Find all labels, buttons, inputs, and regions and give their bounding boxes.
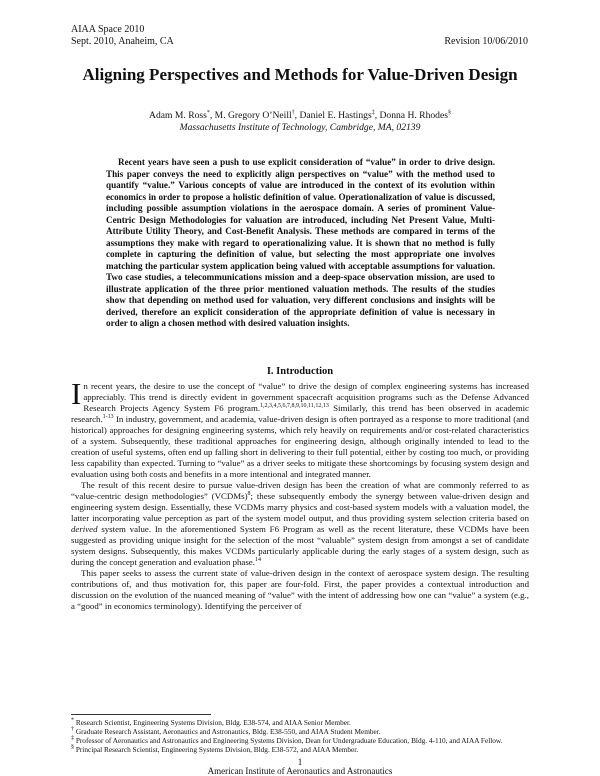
conference-name: AIAA Space 2010: [71, 24, 145, 35]
author-name: Donna H. Rhodes: [379, 110, 448, 121]
footnote-mark: †: [71, 726, 74, 733]
introduction-body: [71, 376, 530, 612]
author-name: Adam M. Ross: [149, 110, 207, 121]
abstract: Recent years have seen a push to use explicit consideration of “value” in order to drive design. This paper conveys the need to explicitly align perspectives on “value” with the method used to quantify “value.” Various concepts of value are introduced in the context of its evolution within economics in order to propose a holistic definition of value. Operationalization of value is discussed, including possible assumption violations in the aerospace domain. A series of prominent Value-Centric Design Methodologies for valuation are introduced, including Net Present Value, Multi-Attribute Utility Theory, and Cost-Benefit Analysis. These methods are compared in terms of the assumptions they make with regard to operationalizing value. It is shown that no method is fully complete in capturing the definition of value, but selecting the most appropriate one involves matching the particular system application being valued with acceptable assumptions for valuation. Two case studies, a telecommunications mission and a deep-space observation mission, are used to illustrate application of the three prior mentioned valuation methods. The results of the studies show that depending on method used for valuation, very different conclusions and insights will be derived, therefore an explicit consideration of the appropriate definition of value is necessary in order to align a chosen method with desired valuation insights.: [106, 157, 495, 328]
paragraph: This paper seeks to assess the current state of value-driven design in the context of aerospace system design. The resulting contributions of, and thus motivation for, this paper are four-fold. First, the paper provides a contextual introduction and discussion on the evolution of the nuanced meaning of “value” with the intent of addressing how one can “value” a system (e.g., a “good” in economics terminology). Identifying the perceiver of: [71, 568, 529, 611]
footnote-mark: *: [71, 717, 74, 724]
citation: 1,2,3,4,5,6,7,8,9,10,11,12,13: [260, 403, 329, 410]
footnotes: [71, 718, 529, 754]
text-run: The result of this recent desire to pursue value-driven design has been the creation of what are commonly referred to as “value-centric design methodologies” (VCDMs): [71, 480, 529, 501]
text-run: Similarly, this trend has been observed in academic research.: [71, 403, 529, 424]
footnote-mark: *: [206, 109, 210, 116]
text-run: n recent years, the desire to use the concept of “value” to drive the design of complex engineering systems has increased appreciably. This trend is directly evident in government spacecraft acquisition programs such as the Defense Advanced Research Projects Agency System F6 program.: [83, 381, 529, 413]
text-run: system value. In the aforementioned System F6 Program as well as the recent literature, these VCDMs have been suggested as providing unique insight for the selection of the most “valuable” system design from amongst a set of candidate system designs. Subsequently, this makes VCDMs particularly applicable during the early stages of a system design, such as during the concept generation and evaluation phase.: [71, 524, 529, 567]
footnote-mark: §: [71, 744, 74, 751]
footnote: [71, 745, 529, 754]
drop-cap: I: [71, 376, 82, 411]
author-name: Daniel E. Hastings: [299, 110, 372, 121]
footer-organization: American Institute of Aeronautics and Astronautics: [207, 766, 393, 776]
citation: 14: [254, 557, 261, 564]
footnote: [71, 718, 529, 727]
footnote-mark: §: [447, 109, 451, 116]
author-name: M. Gregory O’Neill: [214, 110, 292, 121]
author-list: Adam M. Ross*, M. Gregory O’Neill†, Daniel E. Hastings‡, Donna H. Rhodes§: [149, 109, 451, 121]
footnote-mark: ‡: [371, 109, 375, 116]
footnote-divider: [71, 714, 211, 715]
conference-date-location: Sept. 2010, Anaheim, CA: [71, 36, 174, 47]
footnote-mark: ‡: [71, 735, 74, 742]
citation: 8: [247, 491, 251, 498]
footnote-text: Principal Research Scientist, Engineering Systems Division, Bldg. E38-572, and AIAA Member.: [74, 745, 359, 754]
text-run: In industry, government, and academia, value-driven design is often portrayed as a response to more traditional (and historical) approaches for designing engineering systems, which rely heavily on requirements and/or cost-related characteristics of a system. Subsequently, these traditional approaches for engineering design, although originally intended to lead to the creation of useful systems, often end up falling short in delivering to their full potential, either by costing too much, or providing less capability than expected. Turning to “value” as a driver seeks to mitigate these shortcomings by focusing system design and evaluation using both costs and benefits in a more intentional and integrated manner.: [71, 414, 529, 479]
page-number: 1: [297, 757, 303, 767]
footnote-text: Research Scientist, Engineering Systems Division, Bldg. E38-574, and AIAA Senior Member.: [74, 718, 351, 727]
section-heading: I. Introduction: [266, 366, 334, 377]
footnote-text: Professor of Aeronautics and Astronautics and Engineering Systems Division, Dean for Undergraduate Education, Bldg. 4-110, and AIAA Fellow.: [74, 736, 503, 745]
text-run: ; these subsequently embody the synergy between value-driven design and engineering system design. Essentially, these VCDMs marry physics and cost-based system models with a valuation model, the latter incorporating value perception as part of the system model output, and thus providing system selection criteria based on: [71, 491, 530, 523]
paragraph: [71, 480, 529, 568]
footnote: [71, 736, 529, 745]
author-affiliation: Massachusetts Institute of Technology, Cambridge, MA, 02139: [179, 122, 421, 133]
footnote-text: Graduate Research Assistant, Aeronautics and Astronautics, Bldg. E38-550, and AIAA Student Member.: [74, 727, 381, 736]
footnote: [71, 727, 529, 736]
running-header-left: [71, 24, 174, 48]
paragraph: [71, 376, 529, 480]
emphasis: derived: [71, 524, 98, 534]
paper-title: Aligning Perspectives and Methods for Value-Driven Design: [82, 65, 518, 84]
citation: 1-13: [102, 414, 114, 421]
revision-date: Revision 10/06/2010: [444, 36, 528, 47]
footnote-mark: †: [291, 109, 295, 116]
